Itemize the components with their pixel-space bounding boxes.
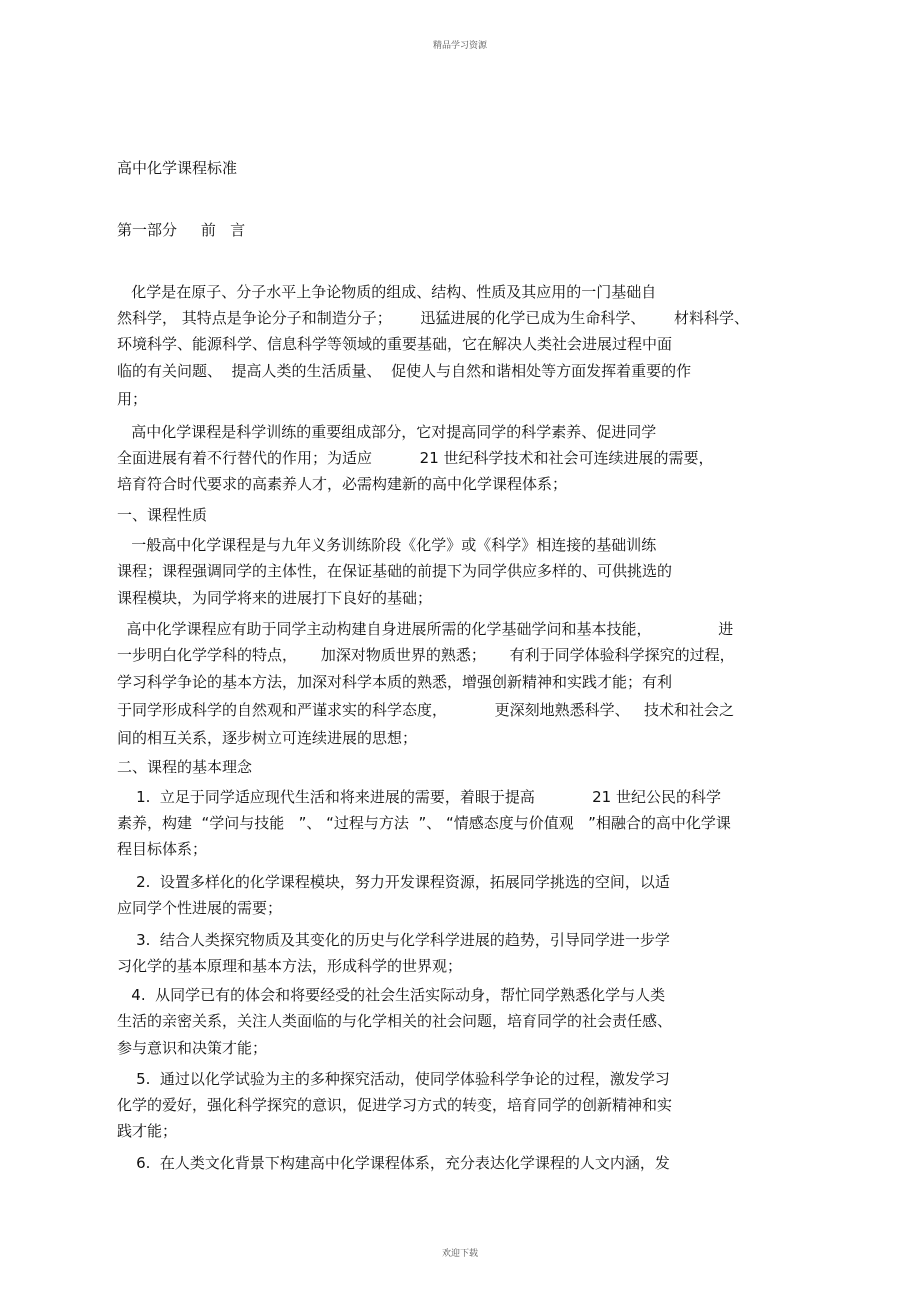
text-line: 程目标体系； <box>117 840 208 858</box>
text-line: 然科学， 其特点是争论分子和制造分子； 迅猛进展的化学已成为生命科学、 材料科学、 <box>117 309 749 327</box>
part-heading: 第一部分 前 言 <box>117 221 246 239</box>
text-line: 于同学形成科学的自然观和严谨求实的科学态度， 更深刻地熟悉科学、 技术和社会之 <box>117 701 734 719</box>
text-line: 生活的亲密关系，关注人类面临的与化学相关的社会问题，培育同学的社会责任感、 <box>117 1012 673 1030</box>
text-line: 1. 立足于同学适应现代生活和将来进展的需要，着眼于提高 21 世纪公民的科学 <box>117 788 721 806</box>
text-line: 习化学的基本原理和基本方法，形成科学的世界观； <box>117 957 463 975</box>
text-line: 4. 从同学已有的体会和将要经受的社会生活实际动身，帮忙同学熟悉化学与人类 <box>117 986 666 1004</box>
text-line: 临的有关问题、 提高人类的生活质量、 促使人与自然和谐相处等方面发挥着重要的作 <box>117 362 692 380</box>
text-line: 化学是在原子、分子水平上争论物质的组成、结构、性质及其应用的一门基础自 <box>117 283 657 301</box>
text-line: 应同学个性进展的需要； <box>117 899 283 917</box>
text-line: 高中化学课程是科学训练的重要组成部分，它对提高同学的科学素养、促进同学 <box>117 423 657 441</box>
text-line: 参与意识和决策才能； <box>117 1039 268 1057</box>
text-line: 高中化学课程应有助于同学主动构建自身进展所需的化学基础学问和基本技能， 进 <box>117 620 734 638</box>
text-line: 践才能； <box>117 1122 178 1140</box>
text-line: 培育符合时代要求的高素养人才，必需构建新的高中化学课程体系； <box>117 475 568 493</box>
text-line: 素养，构建 “学问与技能 ”、 “过程与方法 ”、 “情感态度与价值观 ”相融合的高中化学课 <box>117 814 731 832</box>
text-line: 间的相互关系，逐步树立可连续进展的思想； <box>117 729 418 747</box>
text-line: 课程；课程强调同学的主体性，在保证基础的前提下为同学供应多样的、可供挑选的 <box>117 562 673 580</box>
page-footer: 欢迎下载 <box>441 1249 478 1259</box>
text-line: 化学的爱好，强化科学探究的意识，促进学习方式的转变，培育同学的创新精神和实 <box>117 1096 673 1114</box>
text-line: 6. 在人类文化背景下构建高中化学课程体系，充分表达化学课程的人文内涵，发 <box>117 1154 670 1172</box>
text-line: 课程模块，为同学将来的进展打下良好的基础； <box>117 589 433 607</box>
page-header: 精品学习资源 <box>432 41 487 51</box>
section-heading: 一、课程性质 <box>117 506 208 524</box>
text-line: 学习科学争论的基本方法，加深对科学本质的熟悉，增强创新精神和实践才能；有利 <box>117 673 673 691</box>
text-line: 3. 结合人类探究物质及其变化的历史与化学科学进展的趋势，引导同学进一步学 <box>117 931 670 949</box>
text-line: 一步明白化学学科的特点， 加深对物质世界的熟悉； 有利于同学体验科学探究的过程， <box>117 646 735 664</box>
section-heading: 二、课程的基本理念 <box>117 758 253 776</box>
text-line: 用； <box>117 390 148 408</box>
text-line: 环境科学、能源科学、信息科学等领域的重要基础，它在解决人类社会进展过程中面 <box>117 335 673 353</box>
text-line: 2. 设置多样化的化学课程模块，努力开发课程资源，拓展同学挑选的空间，以适 <box>117 873 670 891</box>
text-line: 全面进展有着不行替代的作用；为适应 21 世纪科学技术和社会可连续进展的需要， <box>117 449 714 467</box>
text-line: 一般高中化学课程是与九年义务训练阶段《化学》或《科学》相连接的基础训练 <box>117 536 657 554</box>
document-title: 高中化学课程标准 <box>117 159 238 177</box>
text-line: 5. 通过以化学试验为主的多种探究活动，使同学体验科学争论的过程，激发学习 <box>117 1070 670 1088</box>
